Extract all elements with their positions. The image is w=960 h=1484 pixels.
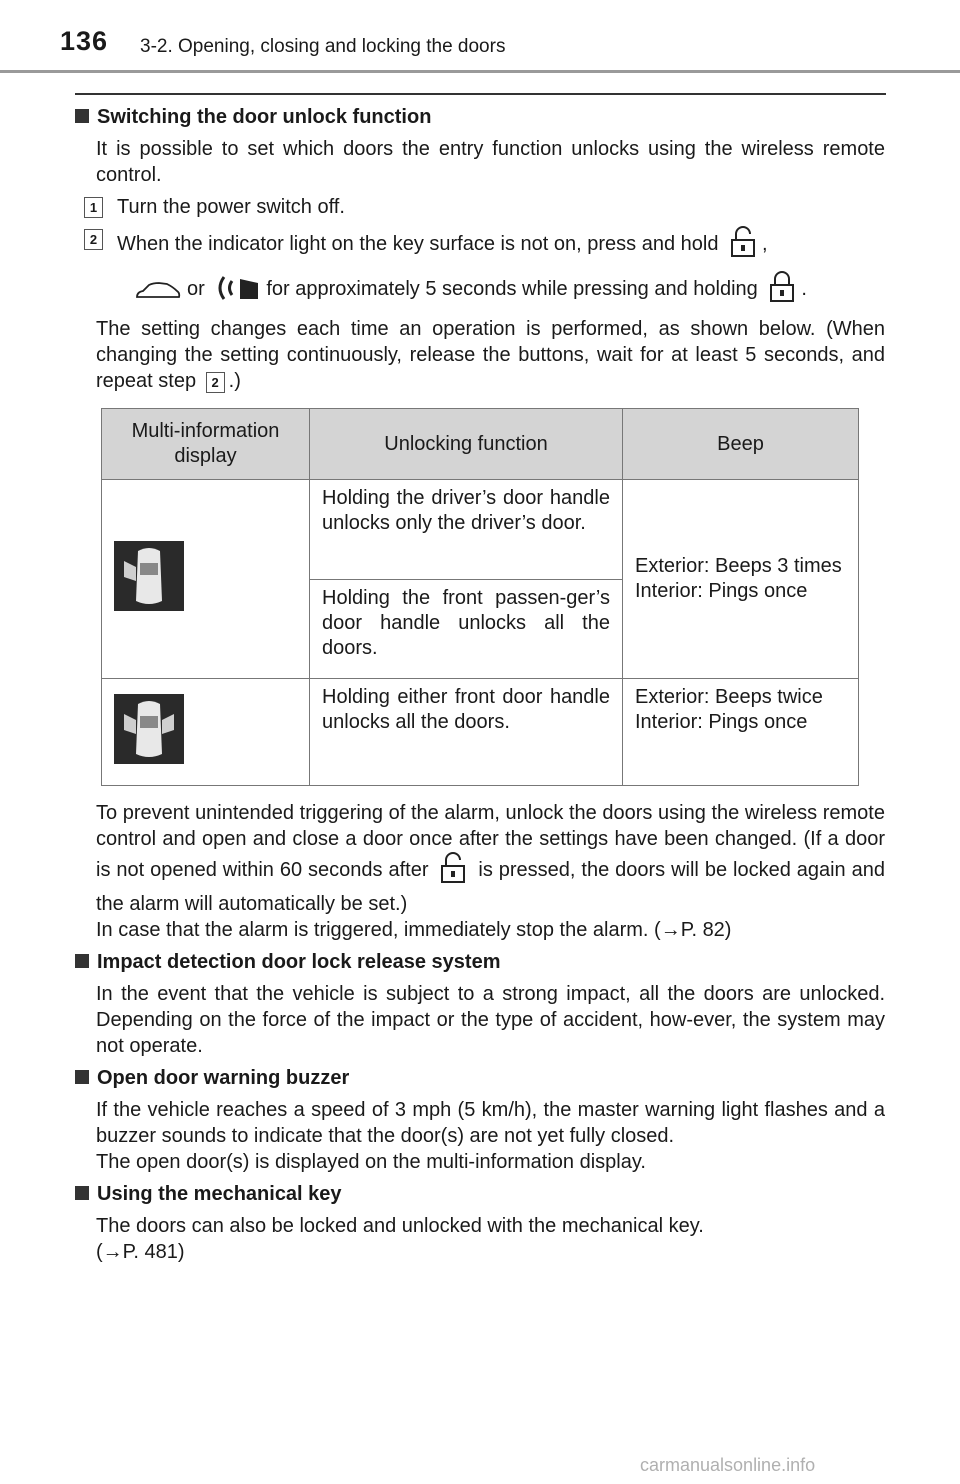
column-header: Unlocking function: [310, 409, 623, 480]
lock-icon: [769, 271, 795, 310]
display-image-both-doors: [102, 679, 310, 786]
step-text: Turn the power switch off.: [117, 196, 345, 218]
page-content: [75, 100, 885, 1271]
section-heading-switching: [75, 104, 885, 130]
step-2-line-2: or for approximately 5 seconds while pressing and holding .: [117, 271, 885, 310]
unlock-icon: [730, 226, 756, 265]
column-header: Multi-information display: [102, 409, 310, 480]
section-heading-mechanical: Using the mechanical key: [75, 1181, 885, 1207]
impact-paragraph: In the event that the vehicle is subject to a strong impact, all the doors are unlocked. Depending on the force of the impact or the type of accident, how-ever, the system may not operate.: [96, 983, 885, 1057]
car-both-doors-open-icon: [114, 694, 184, 764]
section-heading-impact: Impact detection door lock release system: [75, 949, 885, 975]
settings-table: [101, 408, 859, 786]
wireless-signal-icon: [216, 273, 260, 310]
car-outline-icon: [135, 281, 181, 310]
bullet-square-icon: [75, 1186, 89, 1200]
unlock-icon: [440, 852, 466, 891]
alarm-note-paragraph: To prevent unintended triggering of the alarm, unlock the doors using the wireless remote control and open and close a door once after the settings have been changed. (If a door is not opened within 60 seconds after is pressed, the doors will be locked again and the alarm will automatically be set.) In case that the alarm is triggered, immediately stop the alarm. (→P. 82): [96, 802, 885, 941]
heading-text: Switching the door unlock function: [97, 106, 432, 128]
result-paragraph: The setting changes each time an operation is performed, as shown below. (When changing the setting continuously, release the buttons, wait for at least 5 seconds, and repeat step 2 .): [96, 318, 885, 392]
section-divider: [75, 93, 886, 95]
function-cell: Holding the driver’s door handle unlocks only the driver’s door.: [310, 480, 623, 580]
car-driver-door-open-icon: [114, 541, 184, 611]
column-header: Beep: [623, 409, 859, 480]
table-row: [102, 480, 859, 580]
header-divider: [0, 70, 960, 73]
bullet-square-icon: [75, 954, 89, 968]
watermark-link[interactable]: carmanualsonline.info: [640, 1455, 816, 1475]
bullet-square-icon: [75, 109, 89, 123]
beep-cell: Exterior: Beeps twice Interior: Pings once: [623, 679, 859, 786]
table-row: [102, 679, 859, 786]
section-heading-buzzer: Open door warning buzzer: [75, 1065, 885, 1091]
step-ref-badge: 2: [206, 372, 225, 393]
beep-cell: Exterior: Beeps 3 times Interior: Pings once: [623, 480, 859, 679]
step-number: 2: [84, 229, 103, 250]
page-header: [0, 0, 960, 80]
function-cell: Holding the front passen-ger’s door handle unlocks all the doors.: [310, 579, 623, 679]
function-cell: Holding either front door handle unlocks all the doors.: [310, 679, 623, 786]
buzzer-paragraph: If the vehicle reaches a speed of 3 mph (5 km/h), the master warning light flashes and a buzzer sounds to indicate that the door(s) are not yet fully closed. The open door(s) is displayed on the multi-information display.: [96, 1099, 885, 1173]
page-number: 136: [60, 26, 109, 56]
display-image-driver-door: [102, 480, 310, 679]
intro-paragraph: It is possible to set which doors the entry function unlocks using the wireless remote control.: [96, 138, 885, 186]
step-text: When the indicator light on the key surface is not on, press and hold: [117, 233, 719, 255]
chapter-title: 3-2. Opening, closing and locking the doors: [140, 36, 506, 57]
mechanical-page-reference: (→P. 481): [96, 1241, 185, 1263]
alarm-page-reference: In case that the alarm is triggered, immediately stop the alarm. (→P. 82): [96, 919, 732, 941]
step-1: [89, 194, 885, 220]
table-header-row: [102, 409, 859, 480]
mechanical-paragraph: The doors can also be locked and unlocked with the mechanical key. (→P. 481): [96, 1215, 704, 1263]
bullet-square-icon: [75, 1070, 89, 1084]
step-number: 1: [84, 197, 103, 218]
step-2: 2 When the indicator light on the key surface is not on, press and hold , or for approximately 5 seconds while pressing and holding .: [117, 226, 885, 310]
